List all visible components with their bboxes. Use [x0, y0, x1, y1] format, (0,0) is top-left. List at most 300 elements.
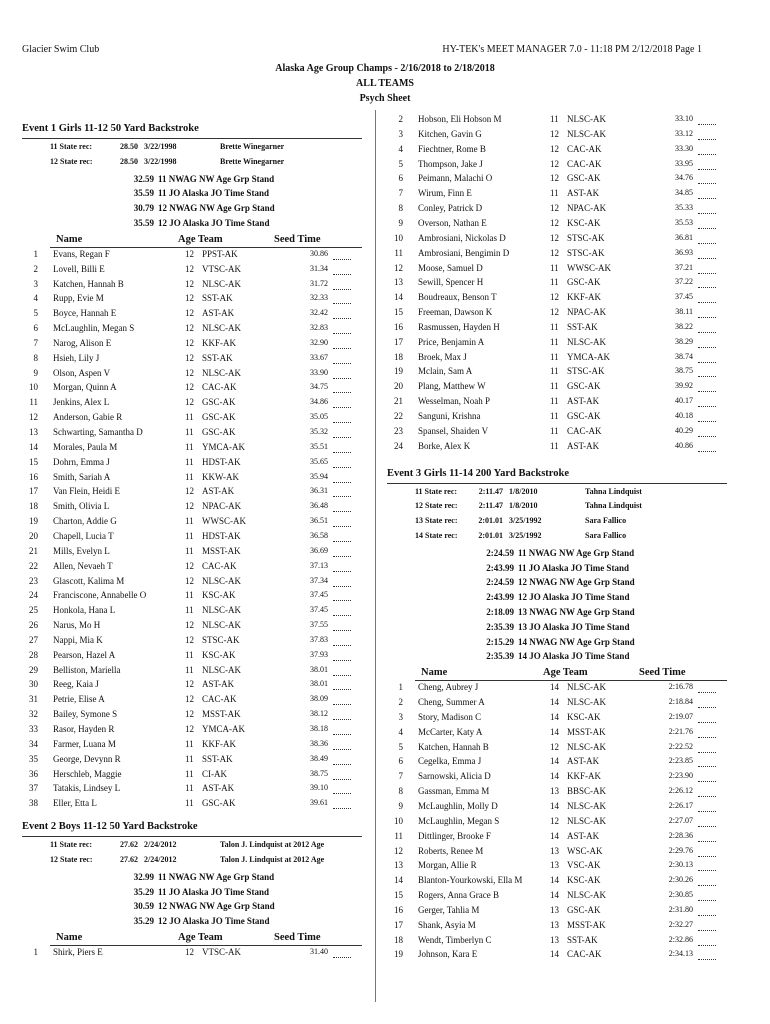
- entry-final-blank: [698, 361, 716, 363]
- entry-seed-time: 2:19.07: [668, 711, 693, 721]
- entry-seed-time: 35.33: [675, 203, 693, 213]
- entry-row: [387, 756, 727, 770]
- entry-rank: 19: [394, 949, 403, 960]
- entry-seed-time: 38.11: [675, 307, 693, 317]
- entry-row: [22, 516, 362, 530]
- entry-final-blank: [698, 944, 716, 946]
- entry-final-blank: [698, 346, 716, 348]
- record-time: 2:01.01: [478, 530, 503, 540]
- entry-name: Wesselman, Noah P: [418, 396, 491, 407]
- entry-name: Shirk, Piers E: [53, 946, 103, 957]
- standard-time: 2:43.99: [486, 592, 514, 603]
- column-headers: [387, 667, 727, 681]
- entry-seed-time: 33.67: [310, 352, 328, 362]
- entry-seed-time: 36.31: [310, 486, 328, 496]
- entry-final-blank: [333, 288, 351, 290]
- entry-age: 12: [185, 560, 194, 571]
- entry-row: [22, 650, 362, 664]
- entry-final-blank: [333, 466, 351, 468]
- time-standard: [116, 872, 346, 886]
- entry-rank: 23: [29, 575, 38, 586]
- header-software: HY-TEK's MEET MANAGER 7.0 - 11:18 PM 2/12/2018 Page 1: [442, 44, 702, 55]
- entry-seed-time: 2:31.80: [668, 904, 693, 914]
- entry-seed-time: 38.36: [310, 738, 328, 748]
- entry-row: [22, 486, 362, 500]
- standard-desc: 11 NWAG NW Age Grp Stand: [518, 547, 635, 558]
- entry-team: GSC-AK: [202, 397, 236, 408]
- entry-seed-time: 2:32.86: [668, 934, 693, 944]
- standard-time: 2:43.99: [486, 562, 514, 573]
- entry-team: AST-AK: [202, 679, 235, 690]
- entry-final-blank: [333, 674, 351, 676]
- entry-rank: 16: [394, 904, 403, 915]
- entry-age: 11: [185, 545, 194, 556]
- entry-seed-time: 2:28.36: [668, 830, 693, 840]
- entry-final-blank: [698, 331, 716, 333]
- entry-rank: 18: [29, 501, 38, 512]
- entry-row: [387, 366, 727, 380]
- entry-name: Mclain, Sam A: [418, 366, 473, 377]
- record-label: 11 State rec:: [50, 142, 93, 151]
- entry-row: [387, 727, 727, 741]
- entry-age: 12: [550, 815, 559, 826]
- record-label: 12 State rec:: [50, 156, 93, 166]
- entry-row: [22, 279, 362, 293]
- entry-seed-time: 35.65: [310, 456, 328, 466]
- entry-rank: 12: [394, 262, 403, 273]
- standard-time: 2:18.09: [486, 606, 514, 617]
- entry-age: 14: [550, 890, 559, 901]
- entry-team: MSST-AK: [202, 545, 241, 556]
- entry-final-blank: [698, 958, 716, 960]
- entry-seed-time: 38.22: [675, 321, 693, 331]
- entry-name: Gerger, Tahlia M: [418, 904, 480, 915]
- entry-row: [22, 590, 362, 604]
- entry-row: [22, 620, 362, 634]
- standard-desc: 12 NWAG NW Age Grp Stand: [518, 577, 635, 588]
- entry-final-blank: [698, 706, 716, 708]
- entry-row: [22, 724, 362, 738]
- entry-age: 12: [185, 620, 194, 631]
- entry-team: AST-AK: [567, 830, 600, 841]
- record-date: 2/24/2012: [144, 854, 177, 864]
- entry-row: [387, 712, 727, 726]
- entry-age: 14: [550, 726, 559, 737]
- entry-age: 11: [185, 798, 194, 809]
- entry-row: [387, 905, 727, 919]
- entry-age: 11: [185, 516, 194, 527]
- entry-team: WSC-AK: [567, 845, 603, 856]
- entry-team: KKF-AK: [202, 738, 237, 749]
- entry-seed-time: 35.32: [310, 427, 328, 436]
- header-club: Glacier Swim Club: [22, 44, 100, 55]
- entry-row: [22, 679, 362, 693]
- standard-desc: 14 NWAG NW Age Grp Stand: [518, 636, 635, 647]
- entry-rank: 20: [29, 530, 38, 541]
- entry-age: 11: [550, 366, 559, 377]
- entry-rank: 38: [29, 798, 38, 809]
- entry-team: MSST-AK: [567, 919, 606, 930]
- entry-team: GSC-AK: [567, 411, 601, 421]
- entry-seed-time: 39.10: [310, 783, 328, 793]
- entry-age: 12: [550, 247, 559, 258]
- time-standard: [116, 218, 346, 232]
- entry-row: [387, 277, 727, 291]
- entry-rank: 6: [398, 756, 403, 767]
- entry-final-blank: [698, 780, 716, 782]
- entry-rank: 17: [29, 486, 38, 497]
- entry-final-blank: [698, 840, 716, 842]
- entry-age: 12: [185, 248, 194, 259]
- entry-age: 12: [185, 946, 194, 957]
- entry-rank: 14: [29, 441, 38, 452]
- entry-seed-time: 31.34: [310, 263, 328, 273]
- entry-team: NPAC-AK: [202, 501, 242, 512]
- entry-team: NLSC-AK: [202, 620, 242, 631]
- entry-name: Ambrosiani, Nickolas D: [418, 232, 506, 243]
- entry-final-blank: [333, 718, 351, 720]
- entry-row: [387, 188, 727, 202]
- record-holder: Tahna Lindquist: [585, 501, 642, 511]
- state-record: [415, 487, 727, 499]
- entry-rank: 17: [394, 336, 403, 347]
- entry-age: 11: [550, 396, 559, 407]
- entry-rank: 18: [394, 934, 403, 945]
- event-title-rule: [22, 836, 362, 837]
- entry-name: Roberts, Renee M: [418, 845, 484, 856]
- entry-final-blank: [333, 614, 351, 616]
- entry-age: 12: [185, 308, 194, 319]
- time-standard: [476, 637, 706, 651]
- entry-team: VTSC-AK: [202, 263, 242, 274]
- col-seed-time: Seed Time: [274, 931, 321, 943]
- entry-seed-time: 37.21: [675, 262, 693, 272]
- entry-seed-time: 2:18.84: [668, 697, 693, 706]
- entry-rank: 3: [33, 278, 38, 289]
- entry-name: Rogers, Anna Grace B: [418, 890, 499, 901]
- entry-rank: 22: [394, 411, 403, 421]
- entry-rank: 11: [394, 830, 403, 841]
- entry-team: VTSC-AK: [202, 946, 242, 957]
- entry-final-blank: [333, 495, 351, 497]
- entry-team: BBSC-AK: [567, 786, 607, 797]
- entry-name: Dohrn, Emma J: [53, 456, 110, 467]
- entry-age: 11: [185, 605, 194, 616]
- entry-seed-time: 2:23.90: [668, 771, 693, 781]
- entry-name: Rupp, Evie M: [53, 293, 104, 304]
- entry-final-blank: [333, 540, 351, 542]
- entry-rank: 12: [394, 845, 403, 856]
- standard-desc: 12 JO Alaska JO Time Stand: [158, 218, 270, 228]
- column-header-rule: [415, 680, 727, 681]
- entry-age: 11: [185, 471, 194, 482]
- entry-team: STSC-AK: [567, 247, 605, 258]
- entry-rank: 37: [29, 783, 38, 794]
- entry-final-blank: [698, 301, 716, 303]
- time-standard: [116, 916, 346, 930]
- entry-rank: 8: [398, 203, 403, 214]
- entry-row: [387, 920, 727, 934]
- entry-team: GSC-AK: [567, 381, 601, 392]
- entry-row: [387, 771, 727, 785]
- entry-age: 11: [185, 412, 194, 423]
- entry-name: Kitchen, Gavin G: [418, 128, 482, 139]
- entry-rank: 16: [394, 321, 403, 332]
- entry-age: 12: [185, 367, 194, 378]
- entry-row: [22, 546, 362, 560]
- entry-age: 12: [185, 679, 194, 690]
- entry-age: 11: [185, 441, 194, 452]
- entry-final-blank: [333, 688, 351, 690]
- entry-final-blank: [333, 436, 351, 438]
- entry-name: Boudreaux, Benson T: [418, 292, 497, 303]
- entry-row: [22, 308, 362, 322]
- entry-age: 11: [550, 336, 559, 347]
- entry-seed-time: 33.10: [675, 114, 693, 123]
- entry-row: [387, 441, 727, 455]
- entry-name: Farmer, Luana M: [53, 738, 116, 749]
- entry-name: Sewill, Spencer H: [418, 277, 484, 288]
- entry-final-blank: [333, 748, 351, 750]
- event-title: Event 1 Girls 11-12 50 Yard Backstroke: [22, 123, 199, 134]
- entry-team: NLSC-AK: [567, 815, 607, 826]
- entry-row: [22, 709, 362, 723]
- entry-final-blank: [698, 242, 716, 244]
- entry-final-blank: [698, 765, 716, 767]
- standard-time: 30.59: [133, 901, 154, 912]
- entry-row: [22, 353, 362, 367]
- entry-age: 12: [550, 292, 559, 303]
- entry-team: STSC-AK: [567, 232, 605, 243]
- entry-row: [22, 338, 362, 352]
- entry-row: [387, 875, 727, 889]
- standard-desc: 14 JO Alaska JO Time Stand: [518, 651, 630, 662]
- col-name: Name: [56, 233, 83, 245]
- entry-name: Broek, Max J: [418, 351, 467, 362]
- column-header-rule: [50, 945, 362, 946]
- record-label: 11 State rec:: [50, 840, 93, 850]
- entry-team: KSC-AK: [567, 217, 601, 228]
- entry-row: [387, 129, 727, 143]
- entry-seed-time: 36.93: [675, 247, 693, 257]
- entry-age: 11: [185, 783, 194, 794]
- entry-name: Katchen, Hannah B: [418, 741, 489, 752]
- entry-row: [22, 531, 362, 545]
- entry-team: AST-AK: [567, 440, 600, 451]
- entry-name: Nappi, Mia K: [53, 634, 103, 645]
- col-age-team: Age Team: [178, 931, 223, 943]
- entry-rank: 31: [29, 694, 38, 705]
- entry-age: 12: [185, 352, 194, 363]
- time-standard: [116, 203, 346, 217]
- entry-seed-time: 37.22: [675, 277, 693, 287]
- entry-age: 11: [185, 427, 194, 437]
- entry-seed-time: 34.85: [675, 188, 693, 198]
- entry-seed-time: 36.69: [310, 545, 328, 555]
- entry-row: [22, 412, 362, 426]
- record-holder: Brette Winegarner: [220, 142, 285, 151]
- entry-name: Shank, Asyia M: [418, 919, 476, 930]
- entry-rank: 7: [398, 771, 403, 782]
- state-record: [415, 501, 727, 513]
- entry-seed-time: 31.72: [310, 278, 328, 288]
- entry-row: [22, 947, 362, 961]
- entry-team: SST-AK: [202, 753, 233, 764]
- entry-age: 12: [550, 307, 559, 318]
- entry-name: Smith, Olivia L: [53, 501, 110, 512]
- entry-name: Chapell, Lucia T: [53, 530, 114, 541]
- entry-row: [387, 846, 727, 860]
- record-holder: Sara Fallico: [585, 516, 627, 526]
- entry-final-blank: [333, 302, 351, 304]
- entry-seed-time: 2:26.12: [668, 786, 693, 796]
- entry-name: Morgan, Allie R: [418, 860, 477, 871]
- col-name: Name: [56, 931, 83, 943]
- entry-final-blank: [698, 420, 716, 422]
- standard-desc: 13 NWAG NW Age Grp Stand: [518, 606, 635, 617]
- standard-desc: 11 JO Alaska JO Time Stand: [518, 562, 629, 573]
- entry-team: GSC-AK: [567, 904, 601, 915]
- time-standard: [116, 901, 346, 915]
- entry-seed-time: 32.83: [310, 323, 328, 333]
- entry-final-blank: [333, 258, 351, 260]
- entry-team: GSC-AK: [202, 427, 236, 437]
- entry-final-blank: [698, 212, 716, 214]
- entry-name: McLaughlin, Molly D: [418, 800, 498, 811]
- entry-name: Olson, Aspen V: [53, 367, 111, 378]
- entry-seed-time: 2:32.27: [668, 919, 693, 929]
- record-label: 14 State rec:: [415, 530, 458, 540]
- entry-row: [22, 665, 362, 679]
- standard-time: 2:24.59: [486, 547, 514, 558]
- entry-rank: 23: [394, 425, 403, 436]
- entry-rank: 32: [29, 709, 38, 720]
- entry-row: [387, 114, 727, 128]
- entry-rank: 19: [394, 366, 403, 377]
- entry-age: 11: [550, 188, 559, 199]
- entry-rank: 15: [394, 307, 403, 318]
- record-label: 12 State rec:: [50, 854, 93, 864]
- entry-final-blank: [698, 721, 716, 723]
- entry-rank: 25: [29, 605, 38, 616]
- entry-rank: 11: [394, 247, 403, 258]
- entry-name: Schwarting, Samantha D: [53, 427, 143, 437]
- column-divider: [375, 110, 376, 1002]
- entry-age: 11: [185, 738, 194, 749]
- entry-rank: 14: [394, 875, 403, 886]
- entry-name: Fiechtner, Rome B: [418, 143, 486, 154]
- entry-seed-time: 38.09: [310, 694, 328, 704]
- time-standard: [116, 887, 346, 901]
- entry-rank: 5: [398, 741, 403, 752]
- entry-seed-time: 38.01: [310, 664, 328, 674]
- entry-name: Pearson, Hazel A: [53, 649, 116, 660]
- entry-row: [387, 682, 727, 696]
- entry-name: Cegelka, Emma J: [418, 756, 482, 767]
- entry-final-blank: [333, 391, 351, 393]
- entry-team: AST-AK: [567, 756, 600, 767]
- entry-name: Narus, Mo H: [53, 620, 101, 631]
- entry-rank: 9: [398, 217, 403, 228]
- entry-seed-time: 34.75: [310, 382, 328, 392]
- entry-rank: 4: [398, 726, 403, 737]
- entry-seed-time: 39.92: [675, 381, 693, 391]
- entry-team: KSC-AK: [567, 711, 601, 722]
- entry-name: Anderson, Gabie R: [53, 412, 123, 423]
- entry-final-blank: [333, 763, 351, 765]
- record-time: 28.50: [120, 156, 138, 166]
- record-holder: Tahna Lindquist: [585, 486, 642, 496]
- entry-rank: 20: [394, 381, 403, 392]
- record-time: 2:11.47: [478, 486, 503, 496]
- entry-name: Borke, Alex K: [418, 440, 471, 451]
- entry-row: [387, 816, 727, 830]
- entry-row: [387, 337, 727, 351]
- entry-rank: 2: [398, 114, 403, 124]
- entry-row: [387, 218, 727, 232]
- entry-age: 11: [550, 114, 559, 124]
- record-holder: Talon J. Lindquist at 2012 Age: [220, 840, 325, 850]
- standard-time: 2:24.59: [486, 577, 514, 588]
- record-label: 11 State rec:: [415, 486, 458, 496]
- time-standard: [476, 592, 706, 606]
- entry-age: 13: [550, 904, 559, 915]
- entry-seed-time: 32.42: [310, 308, 328, 318]
- entry-age: 12: [185, 575, 194, 586]
- entry-row: [22, 501, 362, 515]
- entry-row: [387, 697, 727, 711]
- entry-name: Cheng, Aubrey J: [418, 682, 479, 693]
- entry-final-blank: [333, 481, 351, 483]
- entry-team: GSC-AK: [567, 173, 601, 184]
- standard-desc: 12 NWAG NW Age Grp Stand: [158, 901, 275, 912]
- entry-rank: 8: [398, 786, 403, 797]
- entry-age: 14: [550, 875, 559, 886]
- entry-rank: 19: [29, 516, 38, 527]
- entry-name: Smith, Sariah A: [53, 471, 111, 482]
- entry-row: [387, 248, 727, 262]
- entry-team: YMCA-AK: [202, 441, 246, 452]
- entry-team: CI-AK: [202, 768, 227, 779]
- entry-seed-time: 37.83: [310, 634, 328, 644]
- entry-rank: 7: [398, 188, 403, 199]
- entry-team: YMCA-AK: [202, 724, 246, 734]
- record-date: 2/24/2012: [144, 840, 177, 850]
- entry-row: [22, 397, 362, 411]
- entry-team: YMCA-AK: [567, 351, 611, 362]
- entry-age: 11: [185, 753, 194, 764]
- entry-row: [387, 396, 727, 410]
- entry-seed-time: 34.76: [675, 173, 693, 183]
- event-title-rule: [387, 483, 727, 484]
- entry-name: Peimann, Malachi O: [418, 173, 493, 184]
- entry-rank: 2: [398, 697, 403, 707]
- entry-team: CAC-AK: [567, 425, 602, 436]
- entry-team: CAC-AK: [202, 382, 237, 393]
- entry-team: NPAC-AK: [567, 203, 607, 214]
- col-age-team: Age Team: [178, 233, 223, 245]
- entry-final-blank: [333, 629, 351, 631]
- entry-age: 14: [550, 771, 559, 782]
- entry-team: NLSC-AK: [202, 367, 242, 378]
- entry-name: Bailey, Symone S: [53, 709, 118, 720]
- entry-name: Cheng, Summer A: [418, 697, 485, 707]
- entry-age: 11: [550, 351, 559, 362]
- entry-name: Moose, Samuel D: [418, 262, 483, 273]
- entry-team: NLSC-AK: [202, 278, 242, 289]
- entry-age: 11: [550, 277, 559, 288]
- entry-row: [387, 831, 727, 845]
